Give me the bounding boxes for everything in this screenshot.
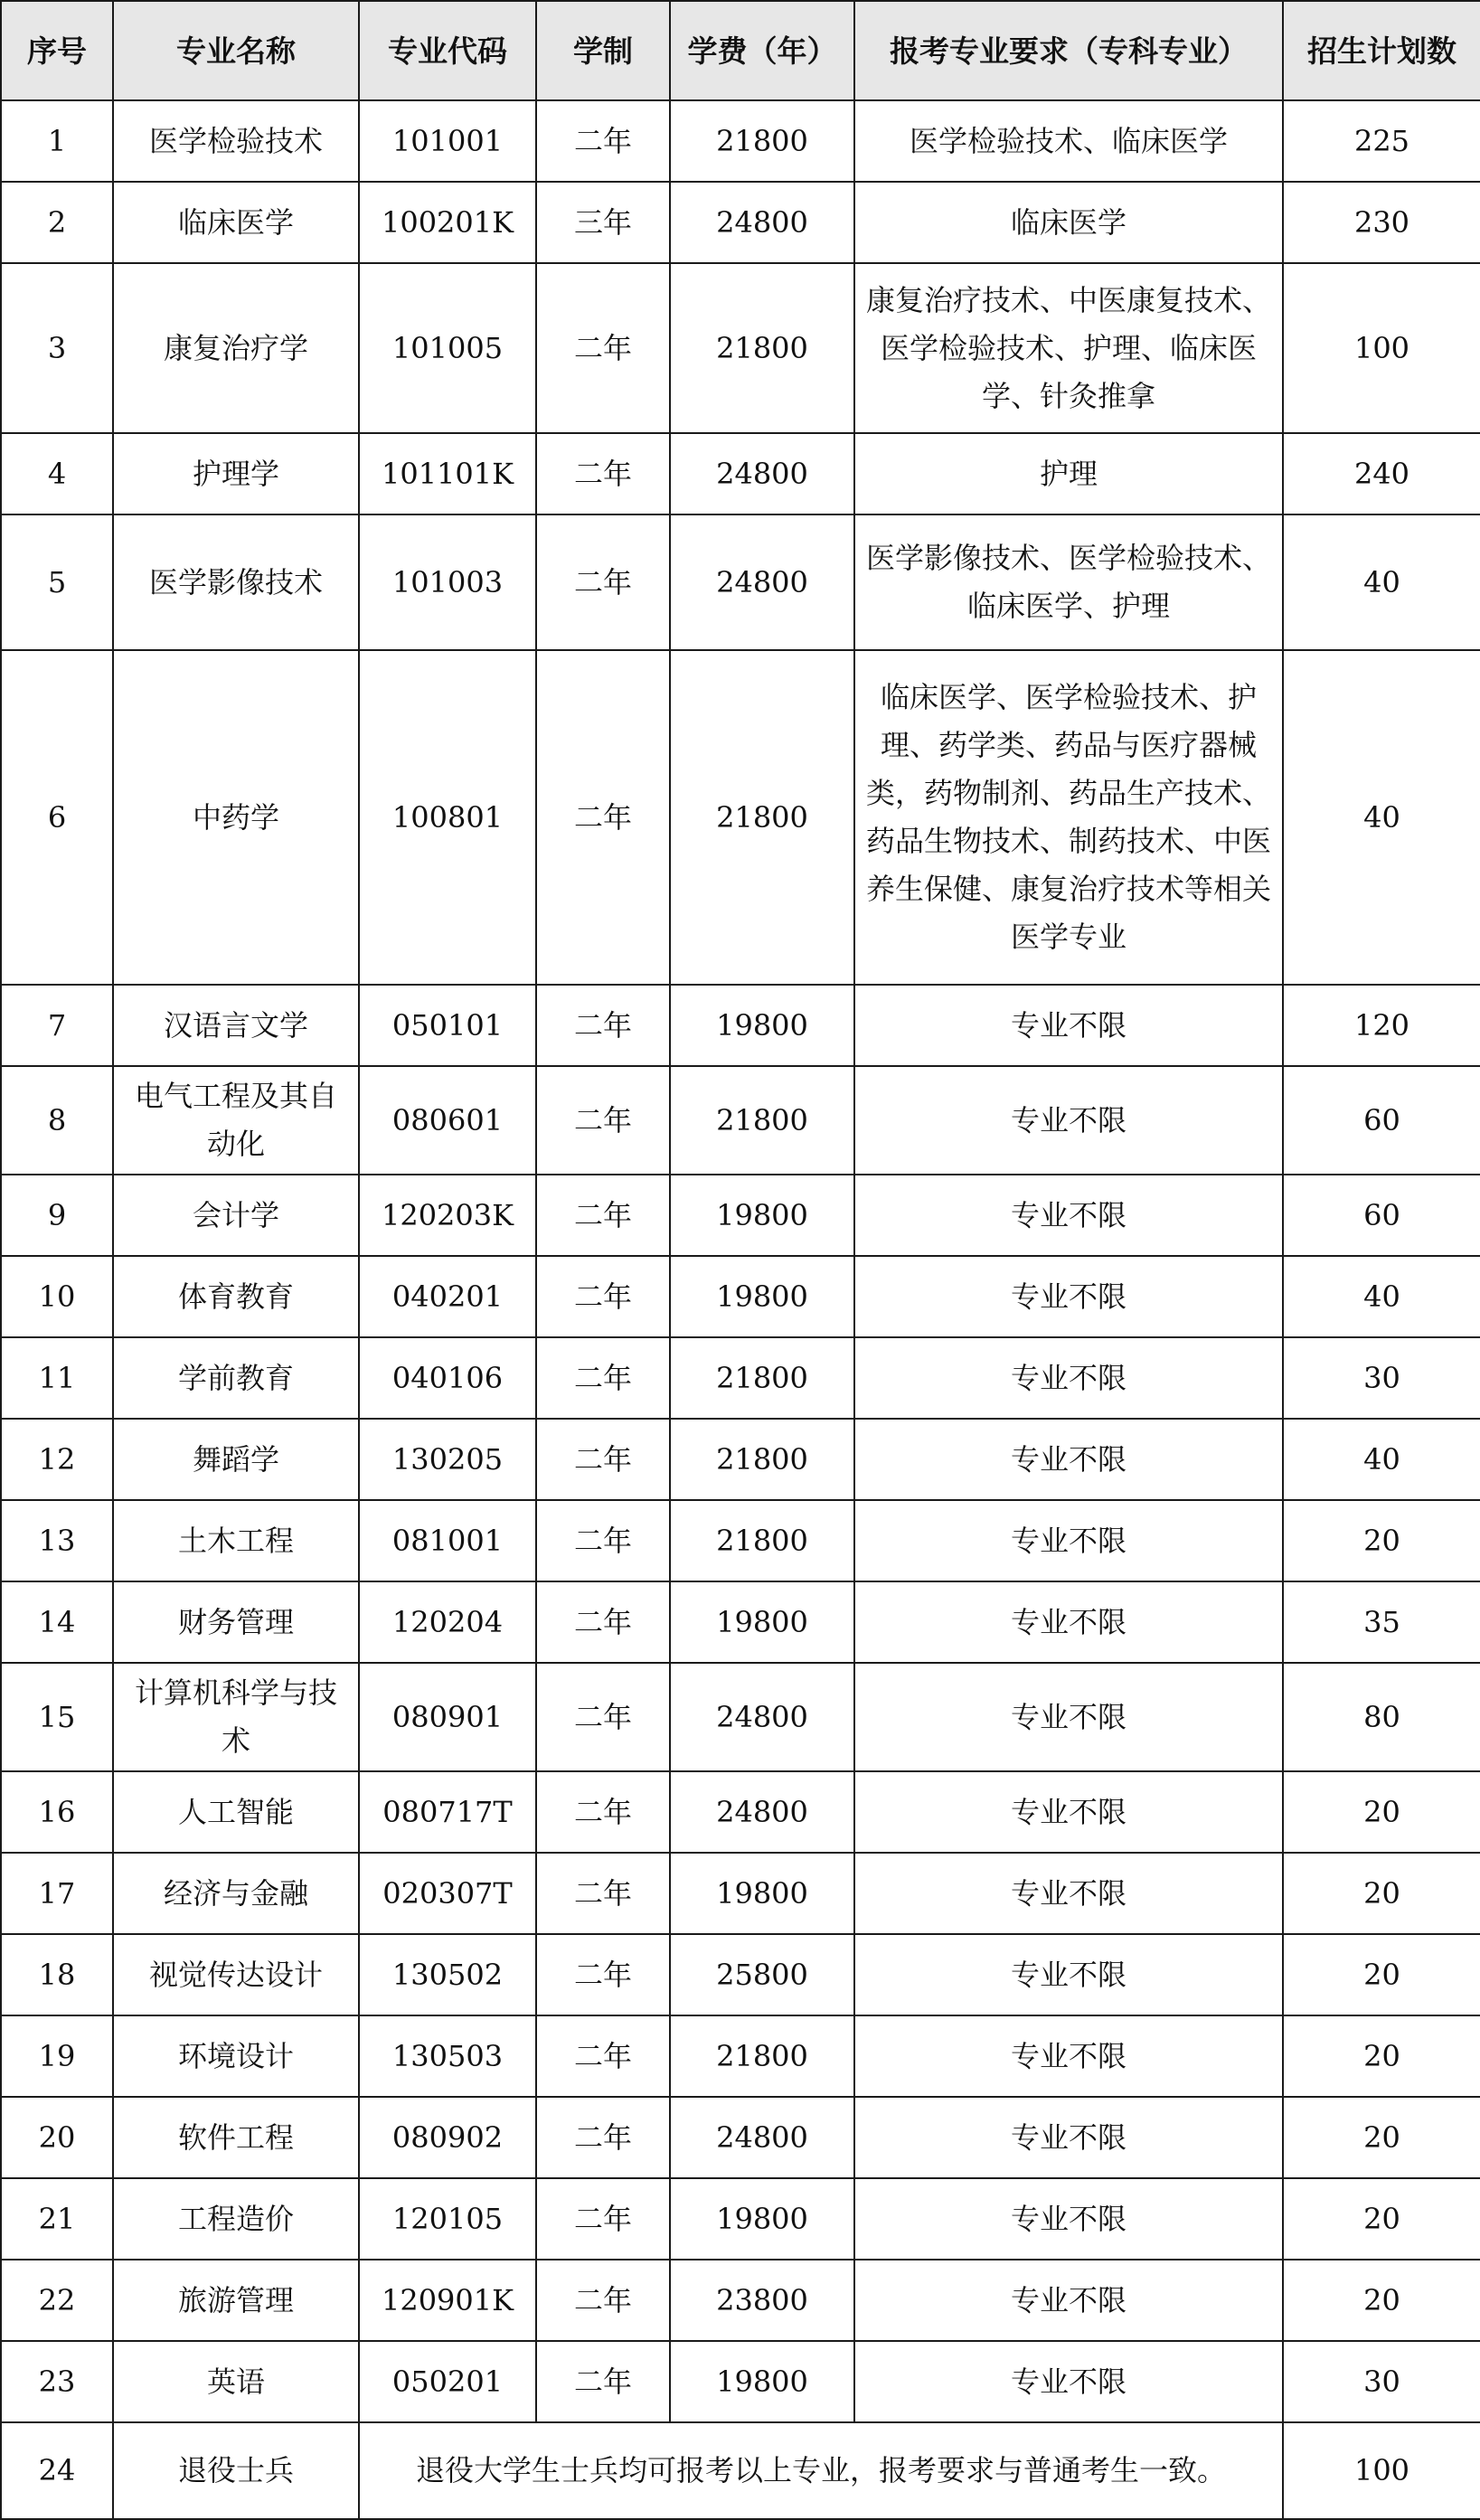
table-row bbox=[1, 1934, 1480, 2015]
cell-code: 120105 bbox=[359, 2178, 536, 2260]
cell-no: 14 bbox=[1, 1581, 113, 1663]
cell-duration: 二年 bbox=[536, 2097, 670, 2178]
cell-fee: 19800 bbox=[670, 1256, 854, 1337]
cell-code: 081001 bbox=[359, 1500, 536, 1581]
cell-plan: 40 bbox=[1283, 1256, 1480, 1337]
cell-no: 5 bbox=[1, 514, 113, 650]
cell-fee: 24800 bbox=[670, 514, 854, 650]
cell-fee: 23800 bbox=[670, 2260, 854, 2341]
cell-plan: 60 bbox=[1283, 1175, 1480, 1256]
cell-no: 22 bbox=[1, 2260, 113, 2341]
cell-code: 120901K bbox=[359, 2260, 536, 2341]
cell-name: 体育教育 bbox=[113, 1256, 359, 1337]
cell-plan: 20 bbox=[1283, 1934, 1480, 2015]
cell-name: 汉语言文学 bbox=[113, 985, 359, 1066]
cell-code: 040201 bbox=[359, 1256, 536, 1337]
cell-plan: 120 bbox=[1283, 985, 1480, 1066]
cell-fee: 24800 bbox=[670, 433, 854, 514]
cell-fee: 21800 bbox=[670, 1500, 854, 1581]
cell-name: 电气工程及其自动化 bbox=[113, 1066, 359, 1175]
cell-duration: 二年 bbox=[536, 100, 670, 182]
cell-requirement: 专业不限 bbox=[854, 1337, 1283, 1419]
cell-duration: 二年 bbox=[536, 1175, 670, 1256]
header-plan: 招生计划数 bbox=[1283, 1, 1480, 100]
cell-requirement: 专业不限 bbox=[854, 2015, 1283, 2097]
cell-fee: 19800 bbox=[670, 2341, 854, 2422]
cell-name: 医学影像技术 bbox=[113, 514, 359, 650]
cell-requirement: 专业不限 bbox=[854, 1934, 1283, 2015]
cell-code: 100801 bbox=[359, 650, 536, 985]
cell-fee: 21800 bbox=[670, 1066, 854, 1175]
cell-code: 080717T bbox=[359, 1771, 536, 1853]
cell-plan: 40 bbox=[1283, 650, 1480, 985]
table-row bbox=[1, 1771, 1480, 1853]
table-row bbox=[1, 2341, 1480, 2422]
cell-requirement: 专业不限 bbox=[854, 1500, 1283, 1581]
cell-plan: 35 bbox=[1283, 1581, 1480, 1663]
cell-duration: 三年 bbox=[536, 182, 670, 263]
cell-duration: 二年 bbox=[536, 985, 670, 1066]
cell-duration: 二年 bbox=[536, 1771, 670, 1853]
cell-duration: 二年 bbox=[536, 263, 670, 433]
cell-requirement: 医学检验技术、临床医学 bbox=[854, 100, 1283, 182]
cell-requirement: 专业不限 bbox=[854, 1771, 1283, 1853]
cell-no: 13 bbox=[1, 1500, 113, 1581]
table-row bbox=[1, 2097, 1480, 2178]
cell-fee: 24800 bbox=[670, 1663, 854, 1771]
cell-no: 1 bbox=[1, 100, 113, 182]
table-row bbox=[1, 1066, 1480, 1175]
header-duration: 学制 bbox=[536, 1, 670, 100]
cell-plan: 225 bbox=[1283, 100, 1480, 182]
table-row bbox=[1, 985, 1480, 1066]
cell-duration: 二年 bbox=[536, 1934, 670, 2015]
cell-name: 临床医学 bbox=[113, 182, 359, 263]
cell-code: 130205 bbox=[359, 1419, 536, 1500]
cell-fee: 21800 bbox=[670, 2015, 854, 2097]
cell-no: 7 bbox=[1, 985, 113, 1066]
cell-name: 视觉传达设计 bbox=[113, 1934, 359, 2015]
header-row bbox=[1, 1, 1480, 100]
cell-no: 21 bbox=[1, 2178, 113, 2260]
cell-fee: 25800 bbox=[670, 1934, 854, 2015]
cell-fee: 21800 bbox=[670, 650, 854, 985]
cell-requirement: 专业不限 bbox=[854, 1066, 1283, 1175]
cell-no: 6 bbox=[1, 650, 113, 985]
cell-plan: 240 bbox=[1283, 433, 1480, 514]
table-row bbox=[1, 263, 1480, 433]
table-row bbox=[1, 2260, 1480, 2341]
cell-code: 101101K bbox=[359, 433, 536, 514]
table-row bbox=[1, 1419, 1480, 1500]
table-row bbox=[1, 1175, 1480, 1256]
cell-plan: 20 bbox=[1283, 2015, 1480, 2097]
cell-name: 退役士兵 bbox=[113, 2422, 359, 2519]
cell-no: 15 bbox=[1, 1663, 113, 1771]
cell-requirement: 临床医学、医学检验技术、护理、药学类、药品与医疗器械类，药物制剂、药品生产技术、药品生物技术、制药技术、中医养生保健、康复治疗技术等相关医学专业 bbox=[854, 650, 1283, 985]
cell-name: 医学检验技术 bbox=[113, 100, 359, 182]
cell-no: 10 bbox=[1, 1256, 113, 1337]
cell-name: 经济与金融 bbox=[113, 1853, 359, 1934]
cell-duration: 二年 bbox=[536, 1500, 670, 1581]
cell-no: 4 bbox=[1, 433, 113, 514]
cell-code: 101001 bbox=[359, 100, 536, 182]
table-row bbox=[1, 1663, 1480, 1771]
cell-plan: 40 bbox=[1283, 1419, 1480, 1500]
cell-duration: 二年 bbox=[536, 514, 670, 650]
cell-requirement: 专业不限 bbox=[854, 1419, 1283, 1500]
cell-duration: 二年 bbox=[536, 1419, 670, 1500]
cell-code: 120204 bbox=[359, 1581, 536, 1663]
cell-requirement: 临床医学 bbox=[854, 182, 1283, 263]
cell-duration: 二年 bbox=[536, 2178, 670, 2260]
cell-requirement: 专业不限 bbox=[854, 2260, 1283, 2341]
cell-fee: 21800 bbox=[670, 263, 854, 433]
cell-name: 会计学 bbox=[113, 1175, 359, 1256]
cell-no: 19 bbox=[1, 2015, 113, 2097]
table-row bbox=[1, 1581, 1480, 1663]
cell-code: 040106 bbox=[359, 1337, 536, 1419]
cell-code: 120203K bbox=[359, 1175, 536, 1256]
cell-duration: 二年 bbox=[536, 1066, 670, 1175]
cell-duration: 二年 bbox=[536, 2260, 670, 2341]
table-row bbox=[1, 1853, 1480, 1934]
table-row-veteran bbox=[1, 2422, 1480, 2519]
cell-code: 080601 bbox=[359, 1066, 536, 1175]
cell-code: 101003 bbox=[359, 514, 536, 650]
cell-fee: 21800 bbox=[670, 1419, 854, 1500]
cell-requirement: 护理 bbox=[854, 433, 1283, 514]
header-code: 专业代码 bbox=[359, 1, 536, 100]
cell-name: 工程造价 bbox=[113, 2178, 359, 2260]
cell-no: 12 bbox=[1, 1419, 113, 1500]
cell-name: 人工智能 bbox=[113, 1771, 359, 1853]
cell-no: 23 bbox=[1, 2341, 113, 2422]
cell-fee: 19800 bbox=[670, 985, 854, 1066]
cell-plan: 40 bbox=[1283, 514, 1480, 650]
cell-name: 环境设计 bbox=[113, 2015, 359, 2097]
cell-code: 080901 bbox=[359, 1663, 536, 1771]
cell-plan: 20 bbox=[1283, 2178, 1480, 2260]
cell-name: 康复治疗学 bbox=[113, 263, 359, 433]
cell-no: 8 bbox=[1, 1066, 113, 1175]
cell-code: 020307T bbox=[359, 1853, 536, 1934]
table-row bbox=[1, 1337, 1480, 1419]
cell-requirement: 专业不限 bbox=[854, 1175, 1283, 1256]
cell-requirement: 专业不限 bbox=[854, 2341, 1283, 2422]
cell-plan: 80 bbox=[1283, 1663, 1480, 1771]
cell-duration: 二年 bbox=[536, 1663, 670, 1771]
header-fee: 学费（年） bbox=[670, 1, 854, 100]
cell-fee: 24800 bbox=[670, 182, 854, 263]
table-row bbox=[1, 650, 1480, 985]
header-name: 专业名称 bbox=[113, 1, 359, 100]
header-no: 序号 bbox=[1, 1, 113, 100]
cell-fee: 21800 bbox=[670, 1337, 854, 1419]
cell-no: 20 bbox=[1, 2097, 113, 2178]
cell-plan: 30 bbox=[1283, 1337, 1480, 1419]
cell-name: 中药学 bbox=[113, 650, 359, 985]
cell-no: 16 bbox=[1, 1771, 113, 1853]
cell-name: 计算机科学与技术 bbox=[113, 1663, 359, 1771]
cell-plan: 20 bbox=[1283, 1853, 1480, 1934]
table-row bbox=[1, 182, 1480, 263]
cell-duration: 二年 bbox=[536, 2015, 670, 2097]
cell-veteran-note: 退役大学生士兵均可报考以上专业，报考要求与普通考生一致。 bbox=[359, 2422, 1283, 2519]
cell-plan: 20 bbox=[1283, 1771, 1480, 1853]
cell-no: 9 bbox=[1, 1175, 113, 1256]
cell-requirement: 专业不限 bbox=[854, 1663, 1283, 1771]
cell-duration: 二年 bbox=[536, 1256, 670, 1337]
cell-plan: 230 bbox=[1283, 182, 1480, 263]
cell-plan: 100 bbox=[1283, 263, 1480, 433]
table-row bbox=[1, 100, 1480, 182]
cell-requirement: 康复治疗技术、中医康复技术、医学检验技术、护理、临床医学、针灸推拿 bbox=[854, 263, 1283, 433]
cell-fee: 21800 bbox=[670, 100, 854, 182]
cell-name: 土木工程 bbox=[113, 1500, 359, 1581]
cell-requirement: 专业不限 bbox=[854, 1256, 1283, 1337]
table-row bbox=[1, 2015, 1480, 2097]
cell-code: 101005 bbox=[359, 263, 536, 433]
cell-no: 18 bbox=[1, 1934, 113, 2015]
table-row bbox=[1, 1256, 1480, 1337]
cell-fee: 19800 bbox=[670, 1581, 854, 1663]
cell-duration: 二年 bbox=[536, 433, 670, 514]
cell-fee: 24800 bbox=[670, 2097, 854, 2178]
cell-duration: 二年 bbox=[536, 1337, 670, 1419]
cell-duration: 二年 bbox=[536, 1853, 670, 1934]
cell-code: 130502 bbox=[359, 1934, 536, 2015]
cell-plan: 20 bbox=[1283, 1500, 1480, 1581]
cell-name: 学前教育 bbox=[113, 1337, 359, 1419]
cell-requirement: 专业不限 bbox=[854, 1581, 1283, 1663]
cell-duration: 二年 bbox=[536, 2341, 670, 2422]
cell-name: 财务管理 bbox=[113, 1581, 359, 1663]
cell-code: 080902 bbox=[359, 2097, 536, 2178]
cell-fee: 24800 bbox=[670, 1771, 854, 1853]
cell-name: 软件工程 bbox=[113, 2097, 359, 2178]
cell-plan: 20 bbox=[1283, 2097, 1480, 2178]
table-row bbox=[1, 1500, 1480, 1581]
cell-fee: 19800 bbox=[670, 1853, 854, 1934]
cell-plan: 60 bbox=[1283, 1066, 1480, 1175]
cell-no: 17 bbox=[1, 1853, 113, 1934]
cell-code: 050201 bbox=[359, 2341, 536, 2422]
table-row bbox=[1, 514, 1480, 650]
cell-no: 2 bbox=[1, 182, 113, 263]
cell-fee: 19800 bbox=[670, 2178, 854, 2260]
cell-code: 100201K bbox=[359, 182, 536, 263]
cell-requirement: 医学影像技术、医学检验技术、临床医学、护理 bbox=[854, 514, 1283, 650]
cell-requirement: 专业不限 bbox=[854, 1853, 1283, 1934]
cell-requirement: 专业不限 bbox=[854, 985, 1283, 1066]
cell-no: 3 bbox=[1, 263, 113, 433]
table-row bbox=[1, 2178, 1480, 2260]
cell-duration: 二年 bbox=[536, 650, 670, 985]
header-requirement: 报考专业要求（专科专业） bbox=[854, 1, 1283, 100]
cell-plan: 30 bbox=[1283, 2341, 1480, 2422]
cell-no: 11 bbox=[1, 1337, 113, 1419]
cell-name: 旅游管理 bbox=[113, 2260, 359, 2341]
cell-name: 英语 bbox=[113, 2341, 359, 2422]
cell-requirement: 专业不限 bbox=[854, 2097, 1283, 2178]
cell-requirement: 专业不限 bbox=[854, 2178, 1283, 2260]
cell-plan: 20 bbox=[1283, 2260, 1480, 2341]
cell-plan: 100 bbox=[1283, 2422, 1480, 2519]
cell-duration: 二年 bbox=[536, 1581, 670, 1663]
cell-no: 24 bbox=[1, 2422, 113, 2519]
cell-code: 050101 bbox=[359, 985, 536, 1066]
cell-fee: 19800 bbox=[670, 1175, 854, 1256]
table-row bbox=[1, 433, 1480, 514]
cell-name: 舞蹈学 bbox=[113, 1419, 359, 1500]
cell-name: 护理学 bbox=[113, 433, 359, 514]
cell-code: 130503 bbox=[359, 2015, 536, 2097]
